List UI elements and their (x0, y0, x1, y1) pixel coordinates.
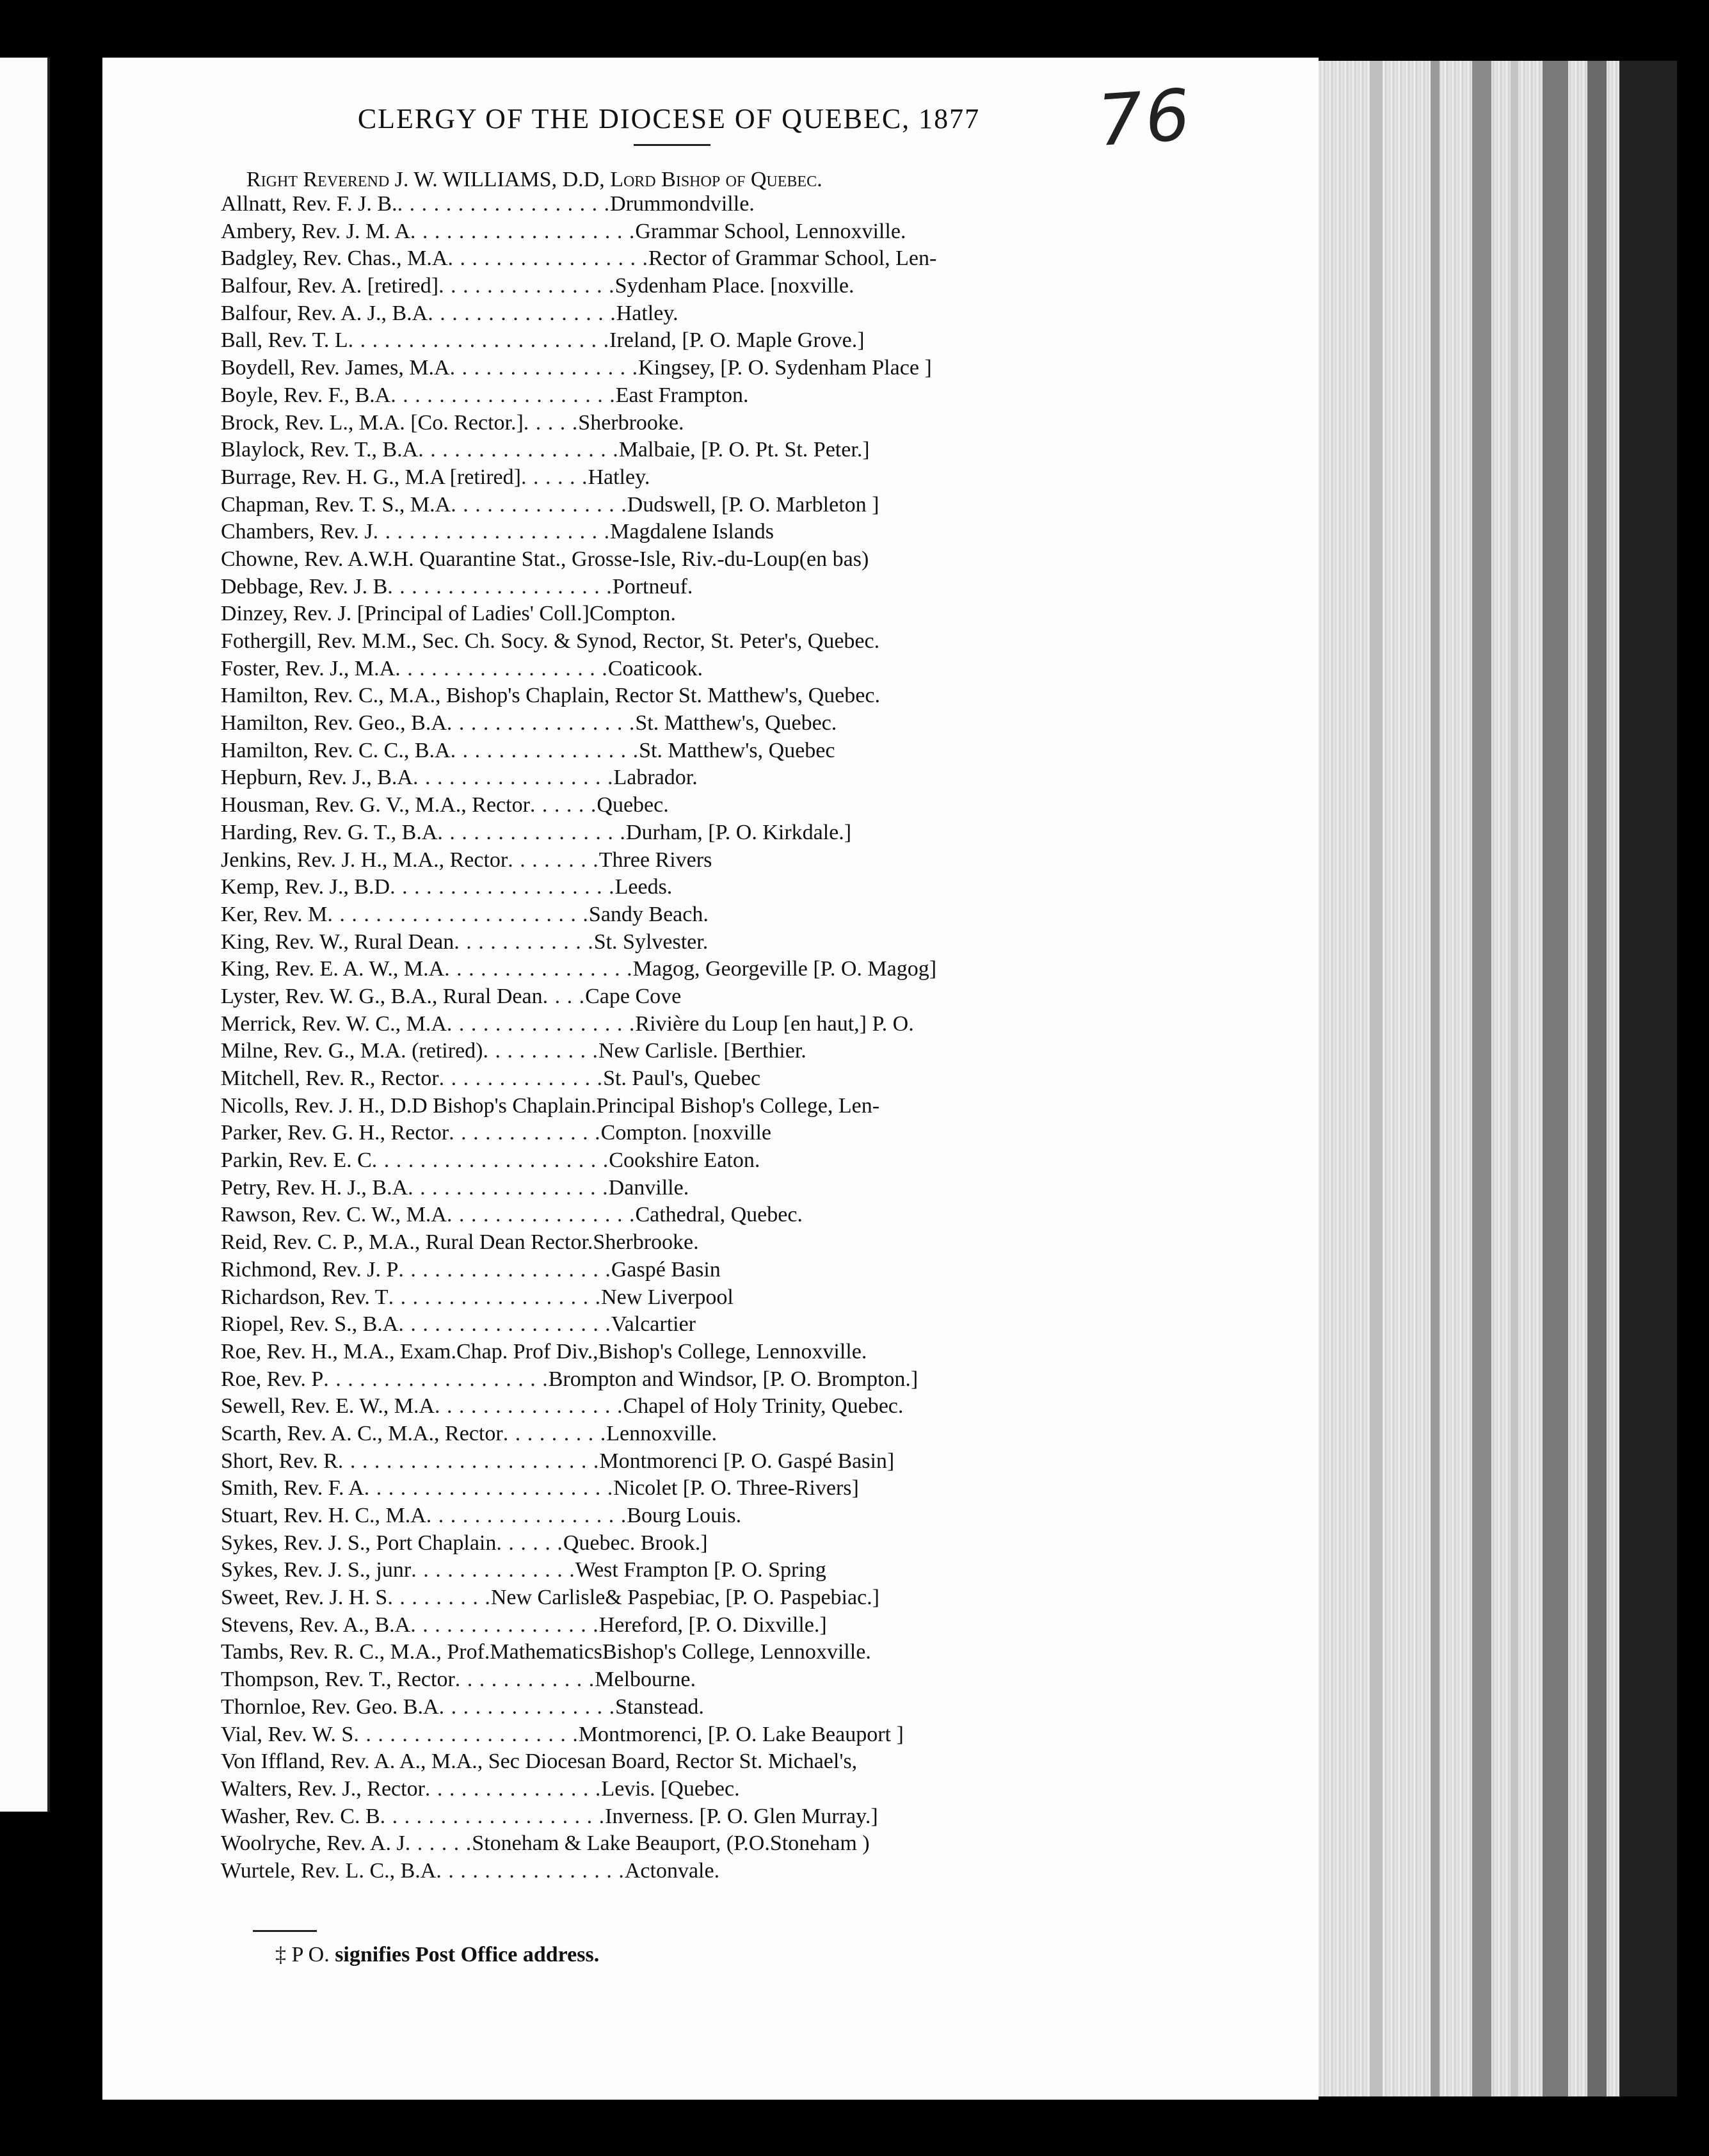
clergy-name: Ball, Rev. T. L (221, 328, 348, 353)
clergy-place: Montmorenci, [P. O. Lake Beauport ] (578, 1722, 904, 1746)
dot-leader: . . . . . . (520, 465, 588, 489)
clergy-place: Rivière du Loup [en haut,] P. O. (635, 1011, 914, 1036)
clergy-name: Smith, Rev. F. A (221, 1476, 364, 1500)
clergy-entry (221, 710, 1200, 737)
footnote-mark: ‡ P O. (275, 1943, 330, 1967)
clergy-name: Fothergill, Rev. M.M., Sec. Ch. Socy. & Synod, Rector, St. Peter's, Quebec. (221, 629, 880, 653)
clergy-name: Chowne, Rev. A.W.H. Quarantine Stat., Grosse-Isle, Riv.-du-Loup (221, 547, 799, 571)
dot-leader: . . . . (542, 984, 586, 1008)
clergy-entry (221, 1175, 1200, 1202)
clergy-entry (221, 1229, 1200, 1257)
clergy-name: Richmond, Rev. J. P (221, 1257, 399, 1282)
clergy-entry (221, 1530, 1200, 1557)
clergy-place: Leeds. (614, 875, 673, 899)
clergy-entry (221, 1393, 1200, 1420)
dot-leader: . . . . . . . . . . . . . . . . . . . (323, 1367, 549, 1391)
dot-leader: . . . . . . . . . . . . . . . . . . . . . . (337, 1449, 600, 1473)
clergy-name: Parkin, Rev. E. C (221, 1148, 372, 1173)
dot-leader: . . . . . . . . . . . . . . . . (428, 301, 616, 325)
clergy-name: Hamilton, Rev. C., M.A., Bishop's Chaplain, Rector St. Matthew's, Quebec. (221, 684, 880, 708)
dot-leader: . . . . . . . . . . . . . . . . . (418, 438, 619, 462)
clergy-place: Sydenham Place. [noxville. (614, 274, 854, 298)
clergy-entry (221, 273, 1200, 300)
clergy-name: Tambs, Rev. R. C., M.A., Prof.Mathematics (221, 1640, 603, 1664)
clergy-name: Kemp, Rev. J., B.D (221, 875, 390, 899)
dot-leader: . . . . . . . . . (502, 1421, 607, 1445)
clergy-place: Sherbrooke. (593, 1230, 699, 1255)
dot-leader: . . . . . . . . . . . . . . . . . . . (387, 574, 613, 599)
clergy-place: West Frampton [P. O. Spring (575, 1558, 826, 1582)
clergy-place: Chapel of Holy Trinity, Quebec. (623, 1394, 904, 1419)
clergy-entry (221, 874, 1200, 901)
clergy-name: Foster, Rev. J., M.A (221, 656, 396, 680)
clergy-name: Washer, Rev. C. B (221, 1804, 380, 1828)
clergy-entry (221, 1721, 1200, 1749)
clergy-place: Bishop's College, Lennoxville. (598, 1339, 867, 1364)
clergy-name: Short, Rev. R (221, 1449, 338, 1473)
clergy-name: Chapman, Rev. T. S., M.A (221, 492, 451, 517)
clergy-place: (en bas) (799, 547, 869, 571)
clergy-name: Brock, Rev. L., M.A. [Co. Rector.] (221, 410, 524, 435)
clergy-entry (221, 1093, 1200, 1120)
clergy-entry (221, 1011, 1200, 1038)
clergy-place: Hereford, [P. O. Dixville.] (598, 1613, 827, 1637)
dot-leader: . . . . . . (405, 1831, 472, 1856)
clergy-place: St. Sylvester. (593, 929, 709, 954)
clergy-entry (221, 1612, 1200, 1639)
clergy-name: Reid, Rev. C. P., M.A., Rural Dean Rector. (221, 1230, 593, 1255)
clergy-entry (221, 464, 1200, 492)
clergy-place: Cape Cove (585, 984, 682, 1008)
clergy-entry (221, 819, 1200, 847)
page-block-edges (1319, 61, 1677, 2096)
clergy-name: Harding, Rev. G. T., B.A (221, 820, 438, 844)
clergy-place: New Carlisle. [Berthier. (598, 1039, 806, 1063)
clergy-name: Merrick, Rev. W. C., M.A (221, 1011, 447, 1036)
clergy-place: Nicolet [P. O. Three-Rivers] (613, 1476, 859, 1500)
dot-leader: . . . . . . . . . . . . . . . . . . . . . (364, 1476, 614, 1500)
clergy-entry (221, 1584, 1200, 1612)
clergy-entry (221, 1366, 1200, 1394)
footnote (275, 1943, 599, 1967)
clergy-entry (221, 1776, 1200, 1803)
clergy-place: Malbaie, [P. O. Pt. St. Peter.] (618, 438, 870, 462)
clergy-place: Ireland, [P. O. Maple Grove.] (609, 328, 865, 353)
clergy-name: Mitchell, Rev. R., Rector (221, 1066, 439, 1090)
dot-leader: . . . . . . . . . . . . (454, 929, 594, 954)
clergy-entry (221, 1830, 1200, 1858)
clergy-entry (221, 1557, 1200, 1584)
clergy-entry (221, 628, 1200, 656)
clergy-place: New Liverpool (601, 1285, 734, 1309)
clergy-entry (221, 929, 1200, 956)
clergy-entry (221, 1311, 1200, 1339)
clergy-name: Wurtele, Rev. L. C., B.A (221, 1858, 437, 1883)
clergy-place: Montmorenci [P. O. Gaspé Basin] (599, 1449, 895, 1473)
clergy-entry (221, 410, 1200, 437)
clergy-name: Scarth, Rev. A. C., M.A., Rector (221, 1421, 503, 1445)
dot-leader: . . . . . . . . . . . . . . . (424, 1776, 602, 1801)
clergy-entry (221, 600, 1200, 628)
dot-leader: . . . . . . . . . . . . . . . . . (408, 1175, 609, 1200)
clergy-place: Durham, [P. O. Kirkdale.] (625, 820, 852, 844)
clergy-entry (221, 327, 1200, 355)
clergy-name: Vial, Rev. W. S (221, 1722, 354, 1746)
clergy-entry (221, 1475, 1200, 1502)
clergy-place: Principal Bishop's College, Len- (596, 1093, 880, 1118)
clergy-name: Hepburn, Rev. J., B.A (221, 766, 413, 790)
clergy-place: Cathedral, Quebec. (635, 1203, 803, 1227)
clergy-name: Ambery, Rev. J. M. A (221, 219, 410, 243)
dot-leader: . . . . . . . . . . . . . . . (438, 1694, 616, 1719)
clergy-entry (221, 983, 1200, 1011)
clergy-place: Labrador. (613, 766, 698, 790)
clergy-place: Rector of Grammar School, Len- (648, 246, 937, 271)
bishop-name: J. W. WILLIAMS, D.D, (394, 168, 605, 191)
dot-leader: . . . . . . . . . . . . . . . . . . . . . . (348, 328, 610, 353)
clergy-name: King, Rev. W., Rural Dean (221, 929, 454, 954)
clergy-name: King, Rev. E. A. W., M.A (221, 957, 445, 981)
clergy-name: Sweet, Rev. J. H. S (221, 1586, 388, 1610)
clergy-entry (221, 574, 1200, 601)
dot-leader: . . . . . . (529, 793, 597, 817)
clergy-entry (221, 437, 1200, 464)
dot-leader: . . . . . . . . . . . . . . . . . . . (390, 383, 616, 407)
clergy-place: Danville. (608, 1175, 689, 1200)
clergy-list (221, 191, 1200, 1885)
clergy-place: Stanstead. (615, 1694, 704, 1719)
clergy-entry (221, 1694, 1200, 1721)
clergy-name: Thompson, Rev. T., Rector (221, 1668, 455, 1692)
clergy-name: Stevens, Rev. A., B.A (221, 1613, 411, 1637)
dot-leader: . . . . . . . . . . . . . . . . . (447, 246, 648, 271)
page-title: CLERGY OF THE DIOCESE OF QUEBEC, 1877 (357, 103, 981, 134)
clergy-place: Hatley. (616, 301, 678, 325)
dot-leader: . . . . . . . . . . . . . . . . . . (398, 1257, 611, 1282)
dot-leader: . . . . . . . . . . . . . . . . (446, 1203, 636, 1227)
clergy-name: Chambers, Rev. J (221, 520, 373, 544)
clergy-place: Melbourne. (595, 1668, 696, 1692)
clergy-name: Sykes, Rev. J. S., junr (221, 1558, 412, 1582)
clergy-entry (221, 792, 1200, 819)
title-rule (634, 144, 710, 146)
clergy-name: Von Iffland, Rev. A. A., M.A., Sec Diocesan Board, Rector St. Michael's, (221, 1750, 858, 1774)
dot-leader: . . . . . . . . . (387, 1586, 491, 1610)
clergy-entry (221, 1257, 1200, 1284)
clergy-name: Woolryche, Rev. A. J (221, 1831, 405, 1856)
dot-leader: . . . . . . . . . . . . . . . . . . . . . . (327, 902, 589, 926)
dot-leader: . . . . . . . . . . . . . . . . . . (398, 1312, 611, 1337)
clergy-entry (221, 1748, 1200, 1776)
clergy-entry (221, 300, 1200, 328)
clergy-place: Actonvale. (624, 1858, 720, 1883)
clergy-place: Drummondville. (610, 192, 755, 216)
clergy-name: Boyle, Rev. F., B.A (221, 383, 391, 407)
clergy-place: Levis. [Quebec. (601, 1776, 740, 1801)
clergy-name: Sewell, Rev. E. W., M.A (221, 1394, 435, 1419)
bishop-prefix: Right Reverend (246, 168, 390, 191)
dot-leader: . . . . . . . . . . . . . . . . (437, 820, 626, 844)
clergy-name: Petry, Rev. H. J., B.A (221, 1175, 408, 1200)
clergy-entry (221, 492, 1200, 519)
clergy-place: St. Matthew's, Quebec (639, 738, 835, 762)
clergy-place: Compton. (589, 602, 676, 626)
clergy-name: Sykes, Rev. J. S., Port Chaplain (221, 1531, 497, 1555)
clergy-entry (221, 764, 1200, 792)
dot-leader: . . . . . . . . . . . . . . (438, 1066, 604, 1090)
clergy-name: Hamilton, Rev. Geo., B.A (221, 711, 447, 736)
dot-leader: . . . . . . . . . . . . . . (411, 1558, 575, 1582)
dot-leader: . . . . . . (496, 1531, 563, 1555)
dot-leader: . . . . . . . . . . . . . . . . . (413, 766, 614, 790)
footnote-text: signifies Post Office address. (335, 1943, 600, 1967)
clergy-place: New Carlisle& Paspebiac, [P. O. Paspebiac.] (490, 1586, 879, 1610)
clergy-entry (221, 1284, 1200, 1312)
clergy-name: Roe, Rev. H., M.A., Exam.Chap. Prof Div., (221, 1339, 598, 1364)
clergy-name: Walters, Rev. J., Rector (221, 1776, 425, 1801)
clergy-name: Rawson, Rev. C. W., M.A (221, 1203, 447, 1227)
clergy-place: Sherbrooke. (578, 410, 684, 435)
dot-leader: . . . . . . . . . . . . . . . . . . . (380, 1804, 606, 1828)
dot-leader: . . . . . . . . . . . . . . . . . . (388, 1285, 602, 1309)
clergy-name: Blaylock, Rev. T., B.A (221, 438, 419, 462)
clergy-name: Richardson, Rev. T (221, 1285, 389, 1309)
clergy-entry (221, 382, 1200, 410)
dot-leader: . . . . . . . . . . . . . . . . (444, 957, 633, 981)
clergy-entry (221, 1448, 1200, 1476)
clergy-entry (221, 1065, 1200, 1093)
dot-leader: . . . . . . . . . . . . . . . . (446, 1011, 636, 1036)
clergy-name: Housman, Rev. G. V., M.A., Rector (221, 793, 530, 817)
clergy-place: Valcartier (611, 1312, 696, 1337)
dot-leader: . . . . . . . . . . . . . . . . . . . . (371, 1148, 609, 1173)
clergy-name: Parker, Rev. G. H., Rector (221, 1121, 449, 1145)
clergy-place: Magdalene Islands (610, 520, 774, 544)
clergy-name: Dinzey, Rev. J. [Principal of Ladies' Coll.] (221, 602, 590, 626)
clergy-entry (221, 656, 1200, 683)
clergy-name: Balfour, Rev. A. [retired] (221, 274, 439, 298)
dot-leader: . . . . . . . . . . . . . . . . . . . . (373, 520, 611, 544)
clergy-place: Coaticook. (607, 656, 703, 680)
clergy-entry (221, 1038, 1200, 1065)
clergy-place: Hatley. (588, 465, 650, 489)
clergy-entry (221, 191, 1200, 218)
clergy-entry (221, 737, 1200, 765)
clergy-entry (221, 1147, 1200, 1175)
clergy-name: Milne, Rev. G., M.A. (retired) (221, 1039, 483, 1063)
dot-leader: . . . . . . . . . . . . . . . . . . . (410, 219, 636, 243)
clergy-entry (221, 355, 1200, 382)
dot-leader: . . . . . . . . . . . . . . . (451, 492, 627, 517)
clergy-name: Boydell, Rev. James, M.A (221, 356, 450, 380)
dot-leader: . . . . . . . . . . . . . . . (438, 274, 615, 298)
clergy-entry (221, 218, 1200, 246)
clergy-place: Cookshire Eaton. (609, 1148, 760, 1173)
clergy-place: Compton. [noxville (600, 1121, 771, 1145)
dot-leader: . . . . . . . . . . . . . . . . . . . (390, 875, 615, 899)
clergy-place: Brompton and Windsor, [P. O. Brompton.] (548, 1367, 919, 1391)
dot-leader: . . . . . . . . . . . . . . . . (450, 738, 639, 762)
clergy-entry (221, 1339, 1200, 1366)
clergy-name: Hamilton, Rev. C. C., B.A (221, 738, 451, 762)
handwritten-folio-number: 76 (1095, 73, 1196, 163)
clergy-name: Badgley, Rev. Chas., M.A (221, 246, 448, 271)
clergy-entry (221, 1666, 1200, 1694)
clergy-name: Burrage, Rev. H. G., M.A [retired] (221, 465, 521, 489)
clergy-entry (221, 956, 1200, 983)
clergy-name: Riopel, Rev. S., B.A (221, 1312, 399, 1337)
dot-leader: . . . . . . . . . . . . . . . . . . (395, 656, 608, 680)
clergy-place: Magog, Georgeville [P. O. Magog] (632, 957, 937, 981)
clergy-name: Nicolls, Rev. J. H., D.D Bishop's Chaplain. (221, 1093, 597, 1118)
footnote-rule (253, 1930, 317, 1932)
clergy-place: Dudswell, [P. O. Marbleton ] (627, 492, 879, 517)
dot-leader: . . . . . . . . . . . . . . . . (446, 711, 636, 736)
clergy-place: Inverness. [P. O. Glen Murray.] (605, 1804, 878, 1828)
clergy-place: East Frampton. (615, 383, 749, 407)
clergy-place: St. Paul's, Quebec (603, 1066, 761, 1090)
clergy-place: Three Rivers (598, 848, 712, 872)
clergy-entry (221, 847, 1200, 874)
clergy-entry (221, 546, 1200, 574)
dot-leader: . . . . . (523, 410, 579, 435)
clergy-entry (221, 1502, 1200, 1530)
clergy-name: Jenkins, Rev. J. H., M.A., Rector (221, 848, 508, 872)
dot-leader: . . . . . . . . (508, 848, 599, 872)
clergy-entry (221, 682, 1200, 710)
dot-leader: . . . . . . . . . . . . . . . . . . . (353, 1722, 579, 1746)
clergy-place: St. Matthew's, Quebec. (635, 711, 837, 736)
dot-leader: . . . . . . . . . . . . . . . . (436, 1858, 625, 1883)
bishop-title: Lord Bishop of Quebec. (610, 168, 822, 191)
clergy-name: Ker, Rev. M (221, 902, 328, 926)
clergy-entry (221, 1858, 1200, 1885)
clergy-entry (221, 245, 1200, 273)
clergy-name: Roe, Rev. P (221, 1367, 324, 1391)
dot-leader: . . . . . . . . . . (483, 1039, 598, 1063)
clergy-place: Stoneham & Lake Beauport, (P.O.Stoneham ) (472, 1831, 870, 1856)
dot-leader: . . . . . . . . . . . . (454, 1668, 595, 1692)
clergy-place: Grammar School, Lennoxville. (635, 219, 906, 243)
clergy-name: Stuart, Rev. H. C., M.A (221, 1504, 426, 1527)
clergy-entry (221, 1803, 1200, 1831)
clergy-place: Bourg Louis. (627, 1504, 742, 1527)
clergy-entry (221, 901, 1200, 929)
clergy-place: Lennoxville. (606, 1421, 717, 1445)
dot-leader: . . . . . . . . . . . . . . . . . . (397, 192, 611, 216)
dot-leader: . . . . . . . . . . . . . . . . (449, 356, 639, 380)
clergy-place: Portneuf. (612, 574, 693, 599)
dot-leader: . . . . . . . . . . . . . . . . (435, 1394, 623, 1419)
clergy-place: Gaspé Basin (611, 1257, 721, 1282)
clergy-place: Quebec. (597, 793, 669, 817)
bishop-line (246, 168, 822, 192)
clergy-place: Bishop's College, Lennoxville. (602, 1640, 871, 1664)
facing-page-edge (0, 58, 50, 1812)
clergy-entry (221, 519, 1200, 546)
clergy-entry (221, 1202, 1200, 1229)
clergy-name: Balfour, Rev. A. J., B.A (221, 301, 428, 325)
clergy-name: Thornloe, Rev. Geo. B.A (221, 1694, 439, 1719)
clergy-place: Kingsey, [P. O. Sydenham Place ] (638, 356, 932, 380)
clergy-place: Quebec. Brook.] (563, 1531, 708, 1555)
dot-leader: . . . . . . . . . . . . . . . . . (426, 1504, 627, 1527)
clergy-name: Allnatt, Rev. F. J. B. (221, 192, 397, 216)
clergy-place: Sandy Beach. (588, 902, 709, 926)
dot-leader: . . . . . . . . . . . . . (449, 1121, 601, 1145)
clergy-name: Lyster, Rev. W. G., B.A., Rural Dean (221, 984, 543, 1008)
dot-leader: . . . . . . . . . . . . . . . . (410, 1613, 599, 1637)
clergy-entry (221, 1639, 1200, 1666)
clergy-entry (221, 1420, 1200, 1448)
clergy-entry (221, 1120, 1200, 1147)
clergy-name: Debbage, Rev. J. B (221, 574, 388, 599)
